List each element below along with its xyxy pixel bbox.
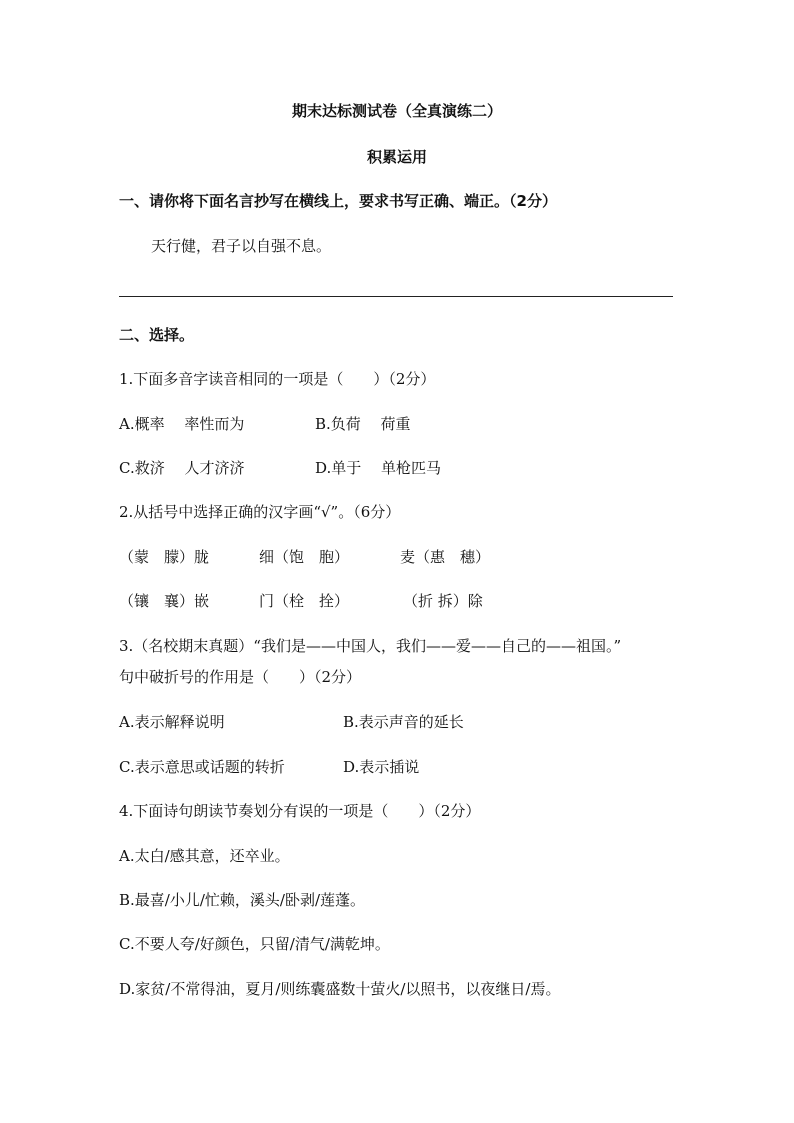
q3-stem-line-2: 句中破折号的作用是（ ）（2分）: [119, 668, 362, 686]
question-1-heading: 一、请你将下面名言抄写在横线上，要求书写正确、端正。（2分）: [119, 192, 557, 210]
q4-option-c: C.不要人夸/好颜色，只留/清气/满乾坤。: [119, 935, 390, 953]
q1-option-b: B.负荷 荷重: [315, 415, 411, 433]
q4-option-a: A.太白/感其意，还卒业。: [119, 847, 290, 865]
q4-stem: 4.下面诗句朗读节奏划分有误的一项是（ ）（2分）: [119, 802, 481, 820]
q3-option-c: C.表示意思或话题的转折: [119, 758, 285, 776]
q3-option-a: A.表示解释说明: [119, 713, 225, 731]
q2-item: 细（饱 胞）: [259, 548, 350, 566]
writing-line: [119, 296, 673, 297]
q2-item: （镶 襄）嵌: [119, 592, 210, 610]
q1-stem: 1.下面多音字读音相同的一项是（ ）（2分）: [119, 370, 436, 388]
section-subtitle: 积累运用: [366, 148, 427, 166]
q3-option-d: D.表示插说: [343, 758, 420, 776]
q4-option-b: B.最喜/小儿/忙赖，溪头/卧剥/莲蓬。: [119, 891, 366, 909]
q2-stem: 2.从括号中选择正确的汉字画“√”。（6分）: [119, 503, 401, 521]
q2-item: （折 拆）除: [403, 592, 483, 610]
q2-item: 麦（惠 穗）: [400, 548, 491, 566]
q2-item: （蒙 朦）胧: [119, 548, 210, 566]
section-2-heading: 二、选择。: [119, 326, 195, 344]
q1-option-d: D.单于 单枪匹马: [315, 459, 442, 477]
q1-option-a: A.概率 率性而为: [119, 415, 245, 433]
page-title: 期末达标测试卷（全真演练二）: [291, 102, 502, 120]
q4-option-d: D.家贫/不常得油，夏月/则练囊盛数十萤火/以照书，以夜继日/焉。: [119, 980, 561, 998]
q1-option-c: C.救济 人才济济: [119, 459, 245, 477]
q3-stem-line-1: 3.（名校期末真题）“我们是——中国人，我们——爱——自己的——祖国。”: [119, 637, 622, 655]
q3-option-b: B.表示声音的延长: [343, 713, 464, 731]
quote-text: 天行健，君子以自强不息。: [151, 237, 332, 255]
q2-item: 门（栓 拴）: [259, 592, 350, 610]
